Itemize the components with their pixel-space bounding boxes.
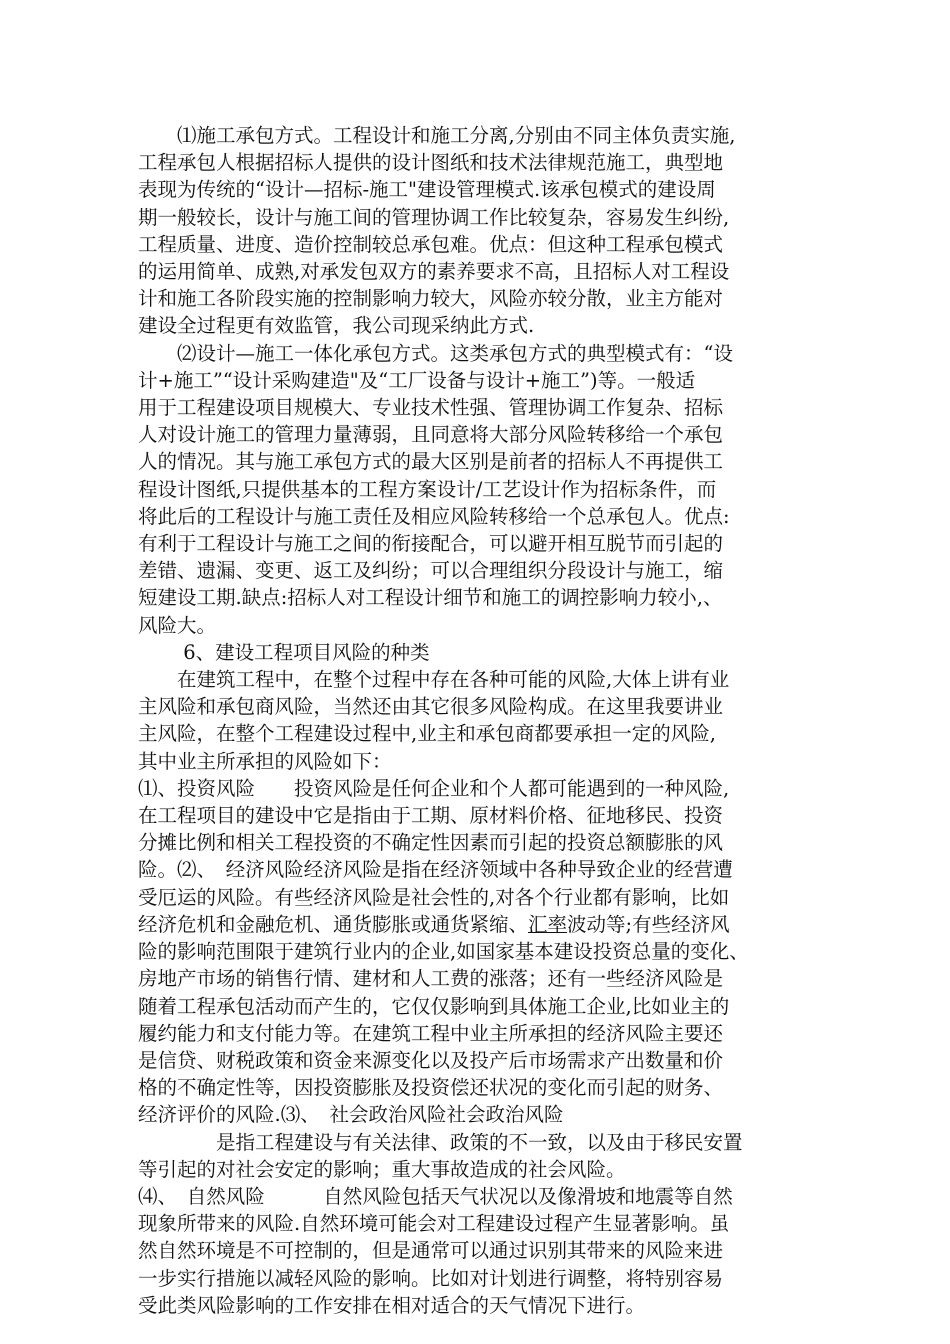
text-line: 风险大。 <box>138 613 217 637</box>
text-segment: 经济危机和金融危机、通货膨胀或通货紧缩、 <box>138 912 529 936</box>
text-line: 表现为传统的“设计—招标-施工"建设管理模式.该承包模式的建设周 <box>138 178 716 202</box>
text-line: 人对设计施工的管理力量薄弱，且同意将大部分风险转移给一个承包 <box>138 423 724 447</box>
text-line: 其中业主所承担的风险如下： <box>138 749 392 773</box>
text-line: 现象所带来的风险.自然环境可能会对工程建设过程产生显著影响。虽 <box>138 1212 730 1236</box>
text-line: 履约能力和支付能力等。在建筑工程中业主所承担的经济风险主要还 <box>138 1021 724 1045</box>
text-line: 险的影响范围限于建筑行业内的企业,如国家基本建设投资总量的变化、 <box>138 940 749 964</box>
text-line: 短建设工期.缺点:招标人对工程设计细节和施工的调控影响力较小,、 <box>138 586 723 610</box>
text-line: 6、建设工程项目风险的种类 <box>138 640 430 664</box>
text-line: 建设全过程更有效监管，我公司现采纳此方式. <box>138 314 535 338</box>
text-line: 程设计图纸,只提供基本的工程方案设计/工艺设计作为招标条件，而 <box>138 477 717 501</box>
text-line: 格的不确定性等，因投资膨胀及投资偿还状况的变化而引起的财务、 <box>138 1076 724 1100</box>
text-line: 在建筑工程中，在整个过程中存在各种可能的风险,大体上讲有业 <box>138 668 730 692</box>
text-line: ⑴、投资风险 投资风险是任何企业和个人都可能遇到的一种风险, <box>138 776 730 800</box>
text-line: 期一般较长，设计与施工间的管理协调工作比较复杂，容易发生纠纷, <box>138 205 730 229</box>
text-line: 然自然环境是不可控制的，但是通常可以通过识别其带来的风险来进 <box>138 1239 724 1263</box>
text-line: 主风险，在整个工程建设过程中,业主和承包商都要承担一定的风险, <box>138 722 716 746</box>
document-body-part2 <box>138 938 838 1319</box>
text-line: ⑴施工承包方式。工程设计和施工分离,分别由不同主体负责实施, <box>138 124 736 147</box>
exchange-rate-link[interactable]: 汇率 <box>528 912 568 936</box>
text-line: 有利于工程设计与施工之间的衔接配合，可以避开相互脱节而引起的 <box>138 532 724 556</box>
text-line: 人的情况。其与施工承包方式的最大区别是前者的招标人不再提供工 <box>138 450 724 474</box>
text-line: 险。⑵、 经济风险经济风险是指在经济领域中各种导致企业的经营遭 <box>138 858 733 882</box>
text-line: 在工程项目的建设中它是指由于工期、原材料价格、征地移民、投资 <box>138 804 724 828</box>
document-page <box>138 122 838 1319</box>
text-line: 计+施工”“设计采购建造"及“工厂设备与设计+施工”)等。一般适 <box>138 368 696 392</box>
text-line-exchange-rate <box>138 911 838 938</box>
text-line: 工程质量、进度、造价控制较总承包难。优点：但这种工程承包模式 <box>138 232 724 256</box>
text-line: 是信贷、财税政策和资金来源变化以及投产后市场需求产出数量和价 <box>138 1048 724 1072</box>
text-line: ⑷、 自然风险 自然风险包括天气状况以及像滑坡和地震等自然 <box>138 1184 733 1208</box>
text-line: 主风险和承包商风险，当然还由其它很多风险构成。在这里我要讲业 <box>138 695 724 719</box>
text-line: 分摊比例和相关工程投资的不确定性因素而引起的投资总额膨胀的风 <box>138 831 724 855</box>
text-line: 等引起的对社会安定的影响；重大事故造成的社会风险。 <box>138 1157 626 1181</box>
text-line: 受厄运的风险。有些经济风险是社会性的,对各个行业都有影响，比如 <box>138 885 730 909</box>
text-line: 经济评价的风险.⑶、 社会政治风险社会政治风险 <box>138 1103 564 1127</box>
text-line: ⑵设计—施工一体化承包方式。这类承包方式的典型模式有：“设 <box>138 341 733 365</box>
text-line: 计和施工各阶段实施的控制影响力较大，风险亦较分散，业主方能对 <box>138 287 724 311</box>
text-line: 房地产市场的销售行情、建材和人工费的涨落；还有一些经济风险是 <box>138 967 724 991</box>
text-line: 随着工程承包活动而产生的，它仅仅影响到具体施工企业,比如业主的 <box>138 994 730 1018</box>
text-line: 用于工程建设项目规模大、专业技术性强、管理协调工作复杂、招标 <box>138 396 724 420</box>
text-line: 将此后的工程设计与施工责任及相应风险转移给一个总承包人。优点: <box>138 504 730 528</box>
text-segment: 波动等;有些经济风 <box>567 912 730 936</box>
text-line: 一步实行措施以减轻风险的影响。比如对计划进行调整，将特别容易 <box>138 1266 724 1290</box>
text-line: 差错、遗漏、变更、返工及纠纷；可以合理组织分段设计与施工，缩 <box>138 559 724 583</box>
text-line: 受此类风险影响的工作安排在相对适合的天气情况下进行。 <box>138 1293 646 1317</box>
document-body-part1 <box>138 122 838 911</box>
text-line: 是指工程建设与有关法律、政策的不一致，以及由于移民安置 <box>138 1130 743 1154</box>
text-line: 的运用简单、成熟,对承发包双方的素养要求不高，且招标人对工程设 <box>138 260 730 284</box>
text-line: 工程承包人根据招标人提供的设计图纸和技术法律规范施工，典型地 <box>138 151 724 175</box>
